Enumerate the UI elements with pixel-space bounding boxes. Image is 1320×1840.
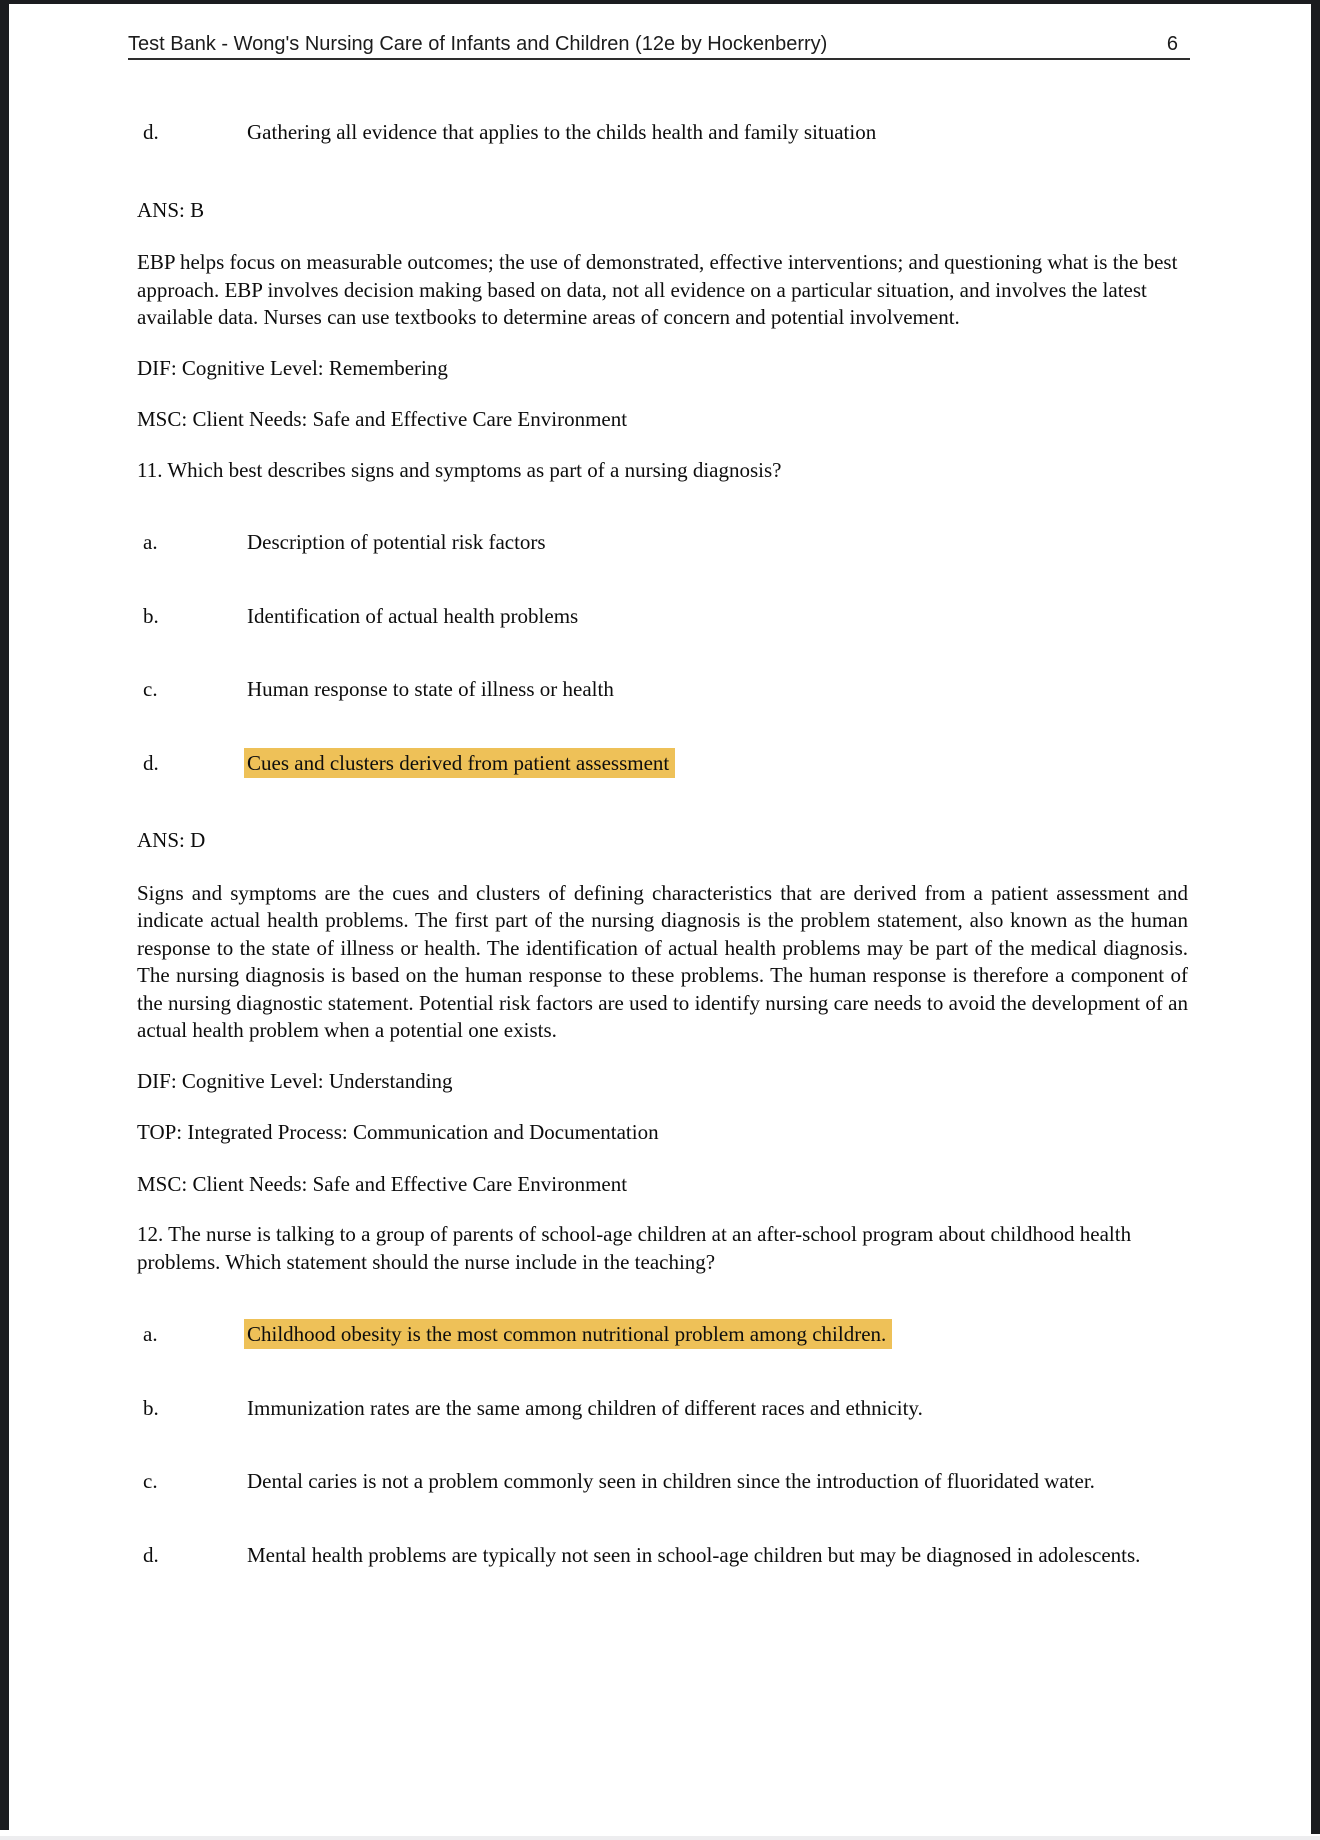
q11-answer: ANS: D	[137, 828, 206, 852]
q12-option-d	[143, 1542, 1190, 1570]
q12-option-b	[143, 1395, 1190, 1423]
option-letter: c.	[143, 1469, 158, 1493]
document-title: Test Bank - Wong's Nursing Care of Infants and Children (12e by Hockenberry)	[128, 33, 828, 55]
q12-option-a	[143, 1321, 1190, 1349]
option-text: Gathering all evidence that applies to the childs health and family situation	[247, 120, 877, 144]
option-letter: a.	[143, 1322, 158, 1346]
option-letter: d.	[143, 120, 159, 144]
q11-option-b	[143, 603, 1190, 631]
highlighted-answer-text: Cues and clusters derived from patient assessment	[244, 748, 675, 778]
q11-rationale: Signs and symptoms are the cues and clusters of defining characteristics that are derived from a patient assessment and indicate actual health problems. The first part of the nursing diagnosis is the problem statement, also known as the human response to the state of illness or health. The identification of actual health problems may be part of the medical diagnosis. The nursing diagnosis is based on the human response to these problems. The human response is therefore a component of the nursing diagnostic statement. Potential risk factors are used to identify nursing care needs to avoid the development of an actual health problem when a potential one exists.	[137, 880, 1188, 1042]
q11-option-c	[143, 676, 1190, 704]
option-letter: b.	[143, 603, 159, 628]
option-text: Human response to state of illness or health	[247, 677, 614, 701]
option-letter: a.	[143, 530, 158, 554]
option-letter: c.	[143, 677, 158, 701]
q10-rationale: EBP helps focus on measurable outcomes; the use of demonstrated, effective interventions; and questioning what is the best approach. EBP involves decision making based on data, not all evidence on a particular situation, and involves the latest available data. Nurses can use textbooks to determine areas of concern and potential involvement.	[137, 250, 1178, 329]
highlighted-answer-text: Childhood obesity is the most common nutritional problem among children.	[244, 1319, 892, 1349]
option-text: Identification of actual health problems	[247, 603, 579, 628]
q11-option-d	[143, 750, 1190, 778]
option-text: Dental caries is not a problem commonly seen in children since the introduction of fluoridated water.	[247, 1469, 1095, 1493]
option-text: Description of potential risk factors	[247, 530, 546, 554]
document-header	[128, 33, 1190, 60]
q11-msc: MSC: Client Needs: Safe and Effective Care Environment	[137, 1171, 628, 1196]
q10-msc: MSC: Client Needs: Safe and Effective Care Environment	[137, 407, 628, 431]
q12-stem: 12. The nurse is talking to a group of parents of school-age children at an after-school program about childhood health problems. Which statement should the nurse include in the teaching?	[137, 1222, 1132, 1274]
option-text	[247, 1321, 1190, 1349]
q11-top: TOP: Integrated Process: Communication and Documentation	[137, 1120, 659, 1144]
page-number: 6	[1166, 33, 1178, 55]
q10-answer: ANS: B	[137, 197, 205, 222]
q10-dif: DIF: Cognitive Level: Remembering	[137, 355, 448, 380]
q10-option-d	[143, 119, 1190, 147]
option-text: Immunization rates are the same among children of different races and ethnicity.	[247, 1395, 923, 1420]
option-letter: d.	[143, 1542, 159, 1567]
option-letter: b.	[143, 1395, 159, 1420]
option-letter: d.	[143, 750, 159, 775]
option-text: Mental health problems are typically not seen in school-age children but may be diagnosed in adolescents.	[247, 1542, 1141, 1567]
option-text	[247, 750, 1190, 778]
q12-option-c	[143, 1468, 1190, 1496]
q11-option-a	[143, 529, 1190, 557]
q11-dif: DIF: Cognitive Level: Understanding	[137, 1068, 453, 1093]
q11-stem: 11. Which best describes signs and symptoms as part of a nursing diagnosis?	[137, 457, 782, 482]
